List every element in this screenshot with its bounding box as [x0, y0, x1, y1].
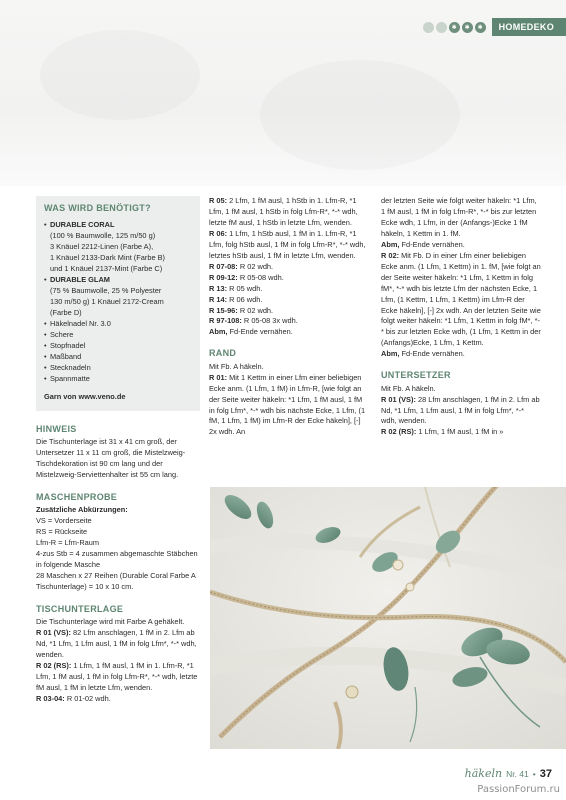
- material-detail: (100 % Baumwolle, 125 m/50 g) 3 Knäuel 2212-Linen (Farbe A), 1 Knäuel 2133-Dark Mint (Farbe B) und 1 Knäuel 2137-Mint (Farbe C): [50, 231, 166, 274]
- column-1: [36, 196, 200, 705]
- abbreviation-line: 4-zus Stb = 4 zusammen abgemaschte Stäbchen in folgende Masche: [36, 548, 198, 569]
- instruction-row: R 09-12: R 05-08 wdh.: [209, 272, 284, 282]
- tischunterlage-title: TISCHUNTERLAGE: [36, 603, 124, 614]
- material-item: • Häkelnadel Nr. 3.0: [44, 319, 192, 330]
- untersetzer-title: UNTERSETZER: [381, 370, 451, 381]
- watermark: PassionForum.ru: [477, 784, 560, 795]
- difficulty-dot-icon: ✱: [475, 22, 486, 33]
- footer-bullet: •: [532, 769, 536, 779]
- instruction-row: R 14: R 06 wdh.: [209, 294, 263, 304]
- page-number: 37: [539, 768, 552, 780]
- column-2: [209, 196, 369, 438]
- materials-list: [44, 220, 192, 384]
- instruction-row: R 07-08: R 02 wdh.: [209, 261, 274, 271]
- difficulty-dot-icon: [423, 22, 434, 33]
- continued-text: der letzten Seite wie folgt weiter häkeln: *1 Lfm, 1 fM ausl, 1 fM in folg Lfm-R*, *-* bis zur letzten Ecke wdh, 1 Lfm, in der (Anfangs-)Ecke 1 fM häkeln, 1 Kettm in 1. fM.: [381, 196, 537, 238]
- difficulty-dot-icon: ✱: [449, 22, 460, 33]
- tischunterlage-intro: Die Tischunterlage wird mit Farbe A gehäkelt.: [36, 616, 185, 626]
- difficulty-dots: [423, 22, 486, 33]
- instruction-row: Abm, Fd-Ende vernähen.: [381, 239, 465, 249]
- abbreviation-line: VS = Vorderseite: [36, 515, 92, 525]
- material-item: • DURABLE GLAM: [44, 275, 192, 286]
- page-footer: [465, 767, 552, 780]
- untersetzer-intro: Mit Fb. A häkeln.: [381, 383, 436, 393]
- instruction-row: R 01 (VS): 82 Lfm anschlagen, 1 fM in 2. Lfm ab Nd, *1 Lfm, 1 Lfm ausl, 1 fM in folg Lfm*, *-* wdh, wenden.: [36, 627, 197, 659]
- abbreviation-line: Lfm-R = Lfm-Raum: [36, 537, 100, 547]
- photo-illustration: [210, 487, 566, 749]
- instruction-row: R 03-04: R 01-02 wdh.: [36, 693, 111, 703]
- difficulty-dot-icon: [436, 22, 447, 33]
- rand-title: RAND: [209, 348, 237, 359]
- instruction-row: R 02: Mit Fb. D in einer Lfm einer beliebigen Ecke anm. (1 Lfm, 1 Kettm) in 1. fM, [wie folgt an der Seite weiter häkeln: *1 Lfm, 1 Kettm in folg fM*, *-* wdh bis letzte Lfm der nächsten Ecke, 1 Lfm, (1 Kettm, 1 Lfm, 1 Kettm) im Lfm-R der Ecke häkeln], [-] 2x wdh. An der letzten Seite wie folgt weiter häkeln: *1 Lfm, 1 Kettm in folg fM*, *-* bis zur letzten Ecke wdh, (1 Lfm, 1 Kettm in der (Anfangs)Ecke, 1 Lfm, 1 Kettm.: [381, 250, 541, 348]
- materials-box: [36, 196, 200, 411]
- gauge-line: 28 Maschen x 27 Reihen (Durable Coral Farbe A Tischunterlage) = 10 x 10 cm.: [36, 570, 196, 591]
- material-item: • Maßband: [44, 352, 192, 363]
- hinweis-title: HINWEIS: [36, 423, 77, 434]
- materials-title: WAS WIRD BENÖTIGT?: [44, 203, 151, 213]
- instruction-row: R 01: Mit 1 Kettm in einer Lfm einer beliebigen Ecke anm. (1 Lfm, 1 fM) in Lfm-R, [wie folgt an der Seite weiter häkeln: *1 Lfm, 1 fM ausl, 1 fM in folg Lfm*, *-* wdh bis nächste Ecke, 1 Lfm, (1 fM, 1 Lfm, 1 fM) im Lfm-R der Ecke häkeln], [-] 2x wdh. An: [209, 372, 366, 437]
- hinweis-text: Die Tischunterlage ist 31 x 41 cm groß, der Untersetzer 11 x 11 cm groß, die Mistelzweig-Tischdekoration ist 90 cm lang und der Mistelzweig-Serviettenhalter ist 55 cm lang.: [36, 436, 186, 479]
- instruction-row: R 97-108: R 05-08 3x wdh.: [209, 316, 298, 326]
- maschenprobe-title: MASCHENPROBE: [36, 491, 118, 502]
- instruction-row: R 06: 1 Lfm, 1 hStb ausl, 1 fM in 1. Lfm-R, *1 Lfm, folg hStb ausl, 1 fM in folg Lfm-R*, *-* wdh, letztes hStb ausl, 1 fM in letzte Lfm, wenden.: [209, 228, 366, 260]
- yarn-source: Garn von www.veno.de: [44, 391, 126, 401]
- instruction-row: Abm, Fd-Ende vernähen.: [381, 349, 465, 359]
- issue-number: Nr. 41: [506, 769, 529, 779]
- material-item: • DURABLE CORAL: [44, 220, 192, 231]
- abbreviations-title: Zusätzliche Abkürzungen:: [36, 505, 128, 514]
- instruction-row: R 02 (RS): 1 Lfm, 1 fM ausl, 1 fM in »: [381, 427, 504, 437]
- abbreviation-line: RS = Rückseite: [36, 526, 88, 536]
- instruction-row: R 13: R 05 wdh.: [209, 283, 263, 293]
- mistletoe-crochet-photo: [210, 487, 566, 749]
- instruction-row: R 05: 2 Lfm, 1 fM ausl, 1 hStb in 1. Lfm-R, *1 Lfm, 1 fM ausl, 1 hStb in folg Lfm-R*, *-* wdh, letzte fM ausl, 1 hStb in letzte Lfm, wenden.: [209, 196, 358, 227]
- magazine-brand: häkeln: [464, 767, 503, 780]
- material-item: • Stecknadeln: [44, 363, 192, 374]
- material-item: • Schere: [44, 330, 192, 341]
- page-header: [423, 18, 566, 36]
- instruction-row: R 01 (VS): 28 Lfm anschlagen, 1 fM in 2. Lfm ab Nd, *1 Lfm, 1 Lfm ausl, 1 fM in folg Lfm*, *-* wdh, wenden.: [381, 394, 540, 426]
- column-3: [381, 196, 541, 438]
- instruction-row: R 15-96: R 02 wdh.: [209, 305, 274, 315]
- instruction-row: Abm, Fd-Ende vernähen.: [209, 327, 293, 337]
- material-detail: (75 % Baumwolle, 25 % Polyester 130 m/50 g) 1 Knäuel 2172-Cream (Farbe D): [50, 286, 164, 317]
- section-tag: HOMEDEKO: [492, 18, 566, 36]
- rand-intro: Mit Fb. A häkeln.: [209, 361, 264, 371]
- difficulty-dot-icon: ✱: [462, 22, 473, 33]
- material-item: • Spannmatte: [44, 374, 192, 385]
- material-item: • Stopfnadel: [44, 341, 192, 352]
- instruction-row: R 02 (RS): 1 Lfm, 1 fM ausl, 1 fM in 1. Lfm-R, *1 Lfm, 1 fM ausl, 1 fM in folg Lfm-R*, *-* wdh, letzte fM ausl, 1 fM in letzte Lfm, wenden.: [36, 660, 198, 692]
